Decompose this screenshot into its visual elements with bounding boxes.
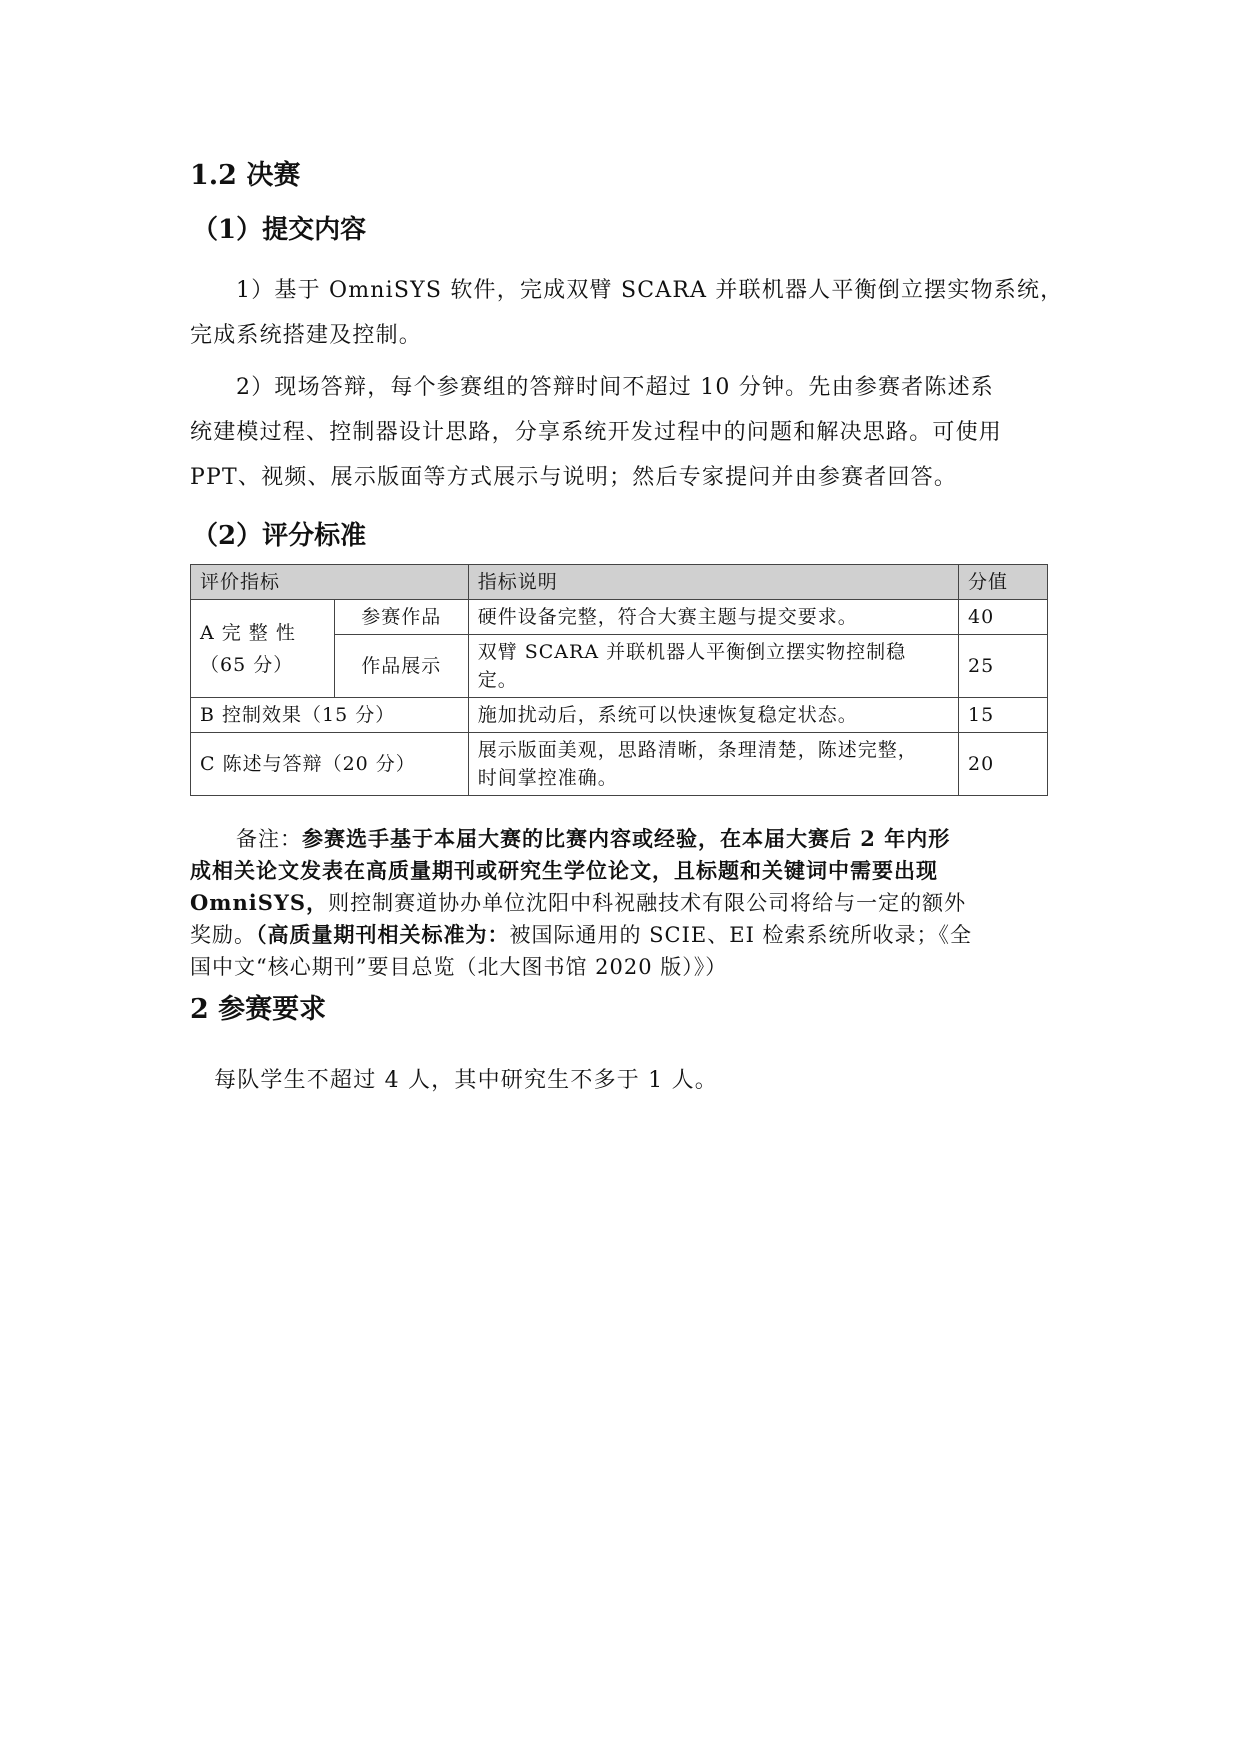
remark-line xyxy=(190,855,1060,887)
criteria-c-name: C 陈述与答辩（20 分） xyxy=(191,733,469,796)
paragraph-line: PPT、视频、展示版面等方式展示与说明；然后专家提问并由参赛者回答。 xyxy=(190,465,958,490)
section-heading-2: 2 参赛要求 xyxy=(190,994,327,1025)
criteria-a2-score: 25 xyxy=(959,635,1048,698)
remark-text: 被国际通用的 SCIE、EI 检索系统所收录；《全 xyxy=(509,923,973,947)
paragraph-line: 1）基于 OmniSYS 软件，完成双臂 SCARA 并联机器人平衡倒立摆实物系统， xyxy=(236,278,1064,303)
table-row xyxy=(191,698,1048,733)
description-line: 展示版面美观，思路清晰，条理清楚，陈述完整， xyxy=(477,739,918,761)
submission-item-1 xyxy=(190,268,1064,358)
remark-text: 国中文“核心期刊”要目总览（北大图书馆 2020 版）》） xyxy=(190,955,728,979)
criteria-group-a-name: A 完 整 性 xyxy=(200,621,296,644)
criteria-a1-score: 40 xyxy=(959,600,1048,635)
table-header-row xyxy=(191,565,1048,600)
criteria-b-name: B 控制效果（15 分） xyxy=(191,698,469,733)
scoring-table xyxy=(190,564,1048,796)
remark-line xyxy=(190,887,1060,919)
paragraph-line: 统建模过程、控制器设计思路，分享系统开发过程中的问题和解决思路。可使用 xyxy=(190,420,1003,445)
criteria-group-a-points: （65 分） xyxy=(200,653,294,676)
remark-bold-text: OmniSYS， xyxy=(190,890,329,915)
submission-item-2 xyxy=(190,365,1060,500)
criteria-c-description xyxy=(468,733,958,796)
remark-bold-text: 参赛选手基于本届大赛的比赛内容或经验，在本届大赛后 2 年内形 xyxy=(302,826,951,851)
remark-paragraph xyxy=(190,823,1060,983)
remark-label: 备注： xyxy=(236,827,302,851)
criteria-a1-name: 参赛作品 xyxy=(334,600,468,635)
remark-bold-text: 成相关论文发表在高质量期刊或研究生学位论文，且标题和关键词中需要出现 xyxy=(190,858,938,883)
description-line: 双臂 SCARA 并联机器人平衡倒立摆实物控制稳 xyxy=(477,641,907,663)
description-line: 时间掌控准确。 xyxy=(477,767,618,789)
criteria-a2-name: 作品展示 xyxy=(334,635,468,698)
remark-text: 则控制赛道协办单位沈阳中科祝融技术有限公司将给与一定的额外 xyxy=(328,891,967,915)
header-score: 分值 xyxy=(959,565,1048,600)
subheading-submission: （1）提交内容 xyxy=(192,215,367,245)
criteria-group-a xyxy=(191,600,335,698)
header-criteria: 评价指标 xyxy=(191,565,469,600)
paragraph-line: 2）现场答辩，每个参赛组的答辩时间不超过 10 分钟。先由参赛者陈述系 xyxy=(236,375,994,400)
criteria-b-score: 15 xyxy=(959,698,1048,733)
requirements-text: 每队学生不超过 4 人，其中研究生不多于 1 人。 xyxy=(214,1068,718,1093)
remark-bold-text: （高质量期刊相关标准为： xyxy=(256,922,510,947)
subheading-scoring: （2）评分标准 xyxy=(192,521,367,551)
criteria-a1-description: 硬件设备完整，符合大赛主题与提交要求。 xyxy=(468,600,958,635)
header-description: 指标说明 xyxy=(468,565,958,600)
remark-line xyxy=(190,951,1060,983)
remark-line xyxy=(190,919,1060,951)
remark-text: 奖励。 xyxy=(190,923,256,947)
criteria-b-description: 施加扰动后，系统可以快速恢复稳定状态。 xyxy=(468,698,958,733)
remark-line xyxy=(190,823,1060,855)
criteria-c-score: 20 xyxy=(959,733,1048,796)
paragraph-line: 完成系统搭建及控制。 xyxy=(190,323,423,348)
table-row xyxy=(191,600,1048,635)
criteria-a2-description xyxy=(468,635,958,698)
description-line: 定。 xyxy=(477,669,518,691)
table-row xyxy=(191,733,1048,796)
section-heading-1-2: 1.2 决赛 xyxy=(190,160,301,191)
